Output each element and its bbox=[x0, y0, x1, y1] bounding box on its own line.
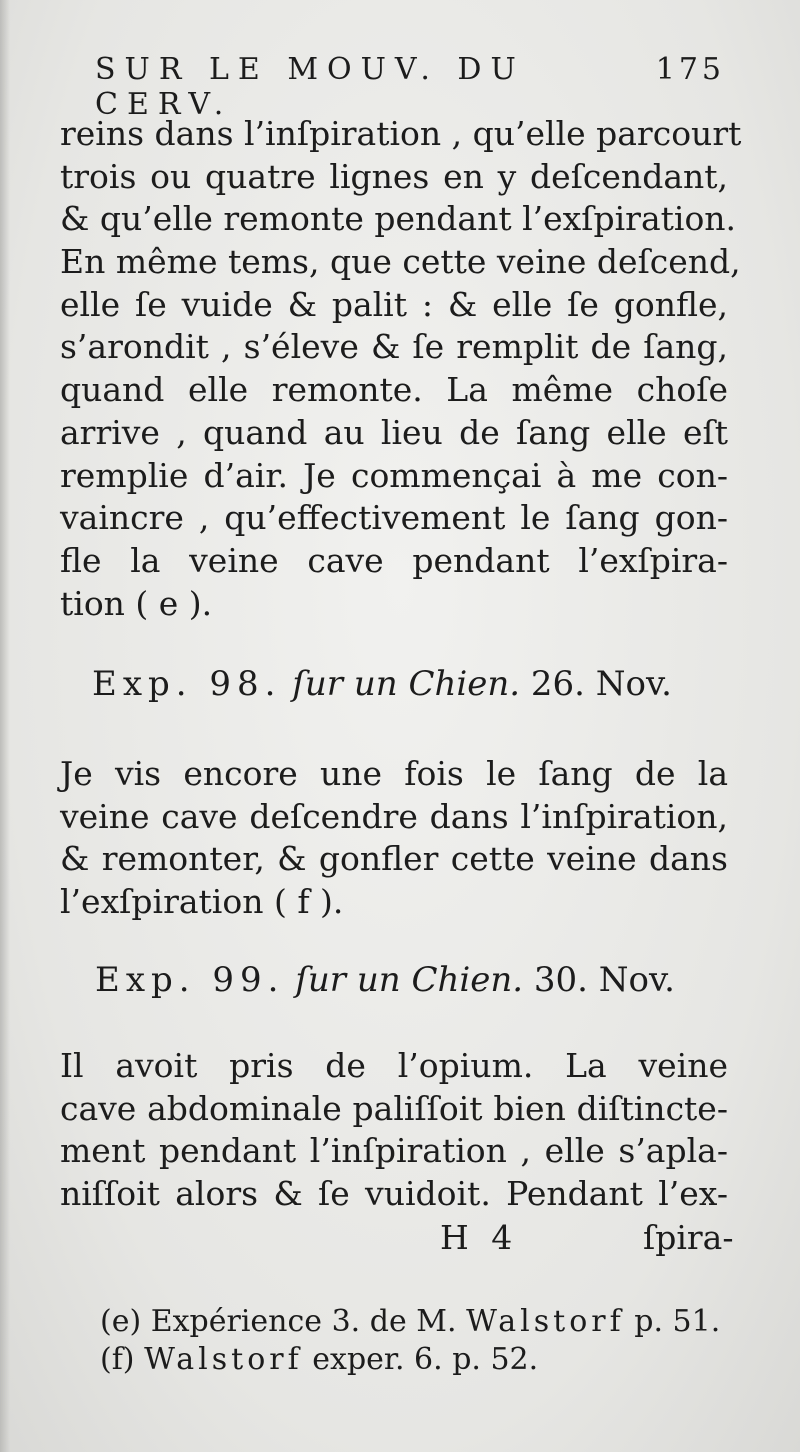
text-line: s’arondit , s’éleve & ſe remplit de ſang, bbox=[60, 327, 728, 367]
text-line: fle la veine cave pendant l’exſpira- bbox=[60, 540, 728, 580]
text-line: veine cave deſcendre dans l’inſpiration, bbox=[60, 796, 728, 836]
experiment-date: 30. Nov. bbox=[533, 960, 675, 1000]
page-number: 175 bbox=[655, 52, 725, 87]
experiment-date: 26. Nov. bbox=[530, 664, 672, 704]
page-edge-shadow bbox=[0, 0, 10, 1452]
text-line: & qu’elle remonte pendant l’exſpiration. bbox=[60, 199, 737, 239]
text-line: elle ſe vuide & palit : & elle ſe gonfle, bbox=[60, 284, 728, 324]
text-line: arrive , quand au lieu de ſang elle eſt bbox=[60, 412, 728, 452]
text-line: Je vis encore une fois le ſang de la bbox=[60, 754, 728, 793]
experiment-98-heading bbox=[0, 664, 782, 704]
text-line: vaincre , qu’effectivement le ſang gon- bbox=[60, 498, 728, 538]
text-line: l’exſpiration ( f ). bbox=[60, 882, 344, 922]
experiment-99-heading bbox=[0, 960, 785, 1000]
experiment-label: Exp. 99. bbox=[95, 960, 285, 1000]
footnote-tail: exper. 6. p. 52. bbox=[312, 1342, 539, 1377]
experiment-label: Exp. 98. bbox=[92, 664, 282, 704]
footnote-mark: (f) bbox=[100, 1342, 135, 1377]
text-line: quand elle remonte. La même choſe bbox=[60, 370, 728, 410]
text-line: remplie d’air. Je commençai à me con- bbox=[60, 455, 728, 495]
footnote-author: Walstorf bbox=[466, 1304, 625, 1339]
text-line: En même tems, que cette veine deſcend, bbox=[60, 242, 741, 282]
paragraph-2 bbox=[60, 753, 728, 924]
text-line: ment pendant l’inſpiration , elle s’apla- bbox=[60, 1131, 728, 1171]
paragraph-3 bbox=[60, 1045, 728, 1216]
footnote-tail: p. 51. bbox=[634, 1304, 721, 1339]
footnote-f bbox=[100, 1341, 720, 1379]
footnote-mark: (e) bbox=[100, 1304, 142, 1339]
text-line: & remonter, & gonfler cette veine dans bbox=[60, 839, 728, 879]
paragraph-1 bbox=[60, 113, 742, 625]
footnote-e bbox=[100, 1303, 720, 1341]
footnote-text: Expérience 3. de M. bbox=[150, 1304, 457, 1339]
running-head bbox=[95, 52, 725, 122]
text-line: reins dans l’inſpiration , qu’elle parcourt bbox=[60, 114, 742, 153]
running-head-title: SUR LE MOUV. DU CERV. bbox=[95, 52, 525, 122]
text-line: niſſoit alors & ſe vuidoit. Pendant l’ex- bbox=[60, 1174, 728, 1214]
text-line: trois ou quatre lignes en y deſcendant, bbox=[60, 156, 728, 196]
catchword: ſpira- bbox=[643, 1218, 734, 1257]
text-line: cave abdominale paliſſoit bien diſtincte- bbox=[60, 1088, 728, 1128]
experiment-subject: ſur un Chien. bbox=[295, 960, 524, 1000]
experiment-subject: ſur un Chien. bbox=[292, 664, 521, 704]
footnotes bbox=[100, 1303, 720, 1379]
text-line: tion ( e ). bbox=[60, 583, 213, 623]
text-line: Il avoit pris de l’opium. La veine bbox=[60, 1046, 728, 1085]
footnote-author: Walstorf bbox=[144, 1342, 303, 1377]
signature-mark: H 4 bbox=[440, 1218, 519, 1257]
